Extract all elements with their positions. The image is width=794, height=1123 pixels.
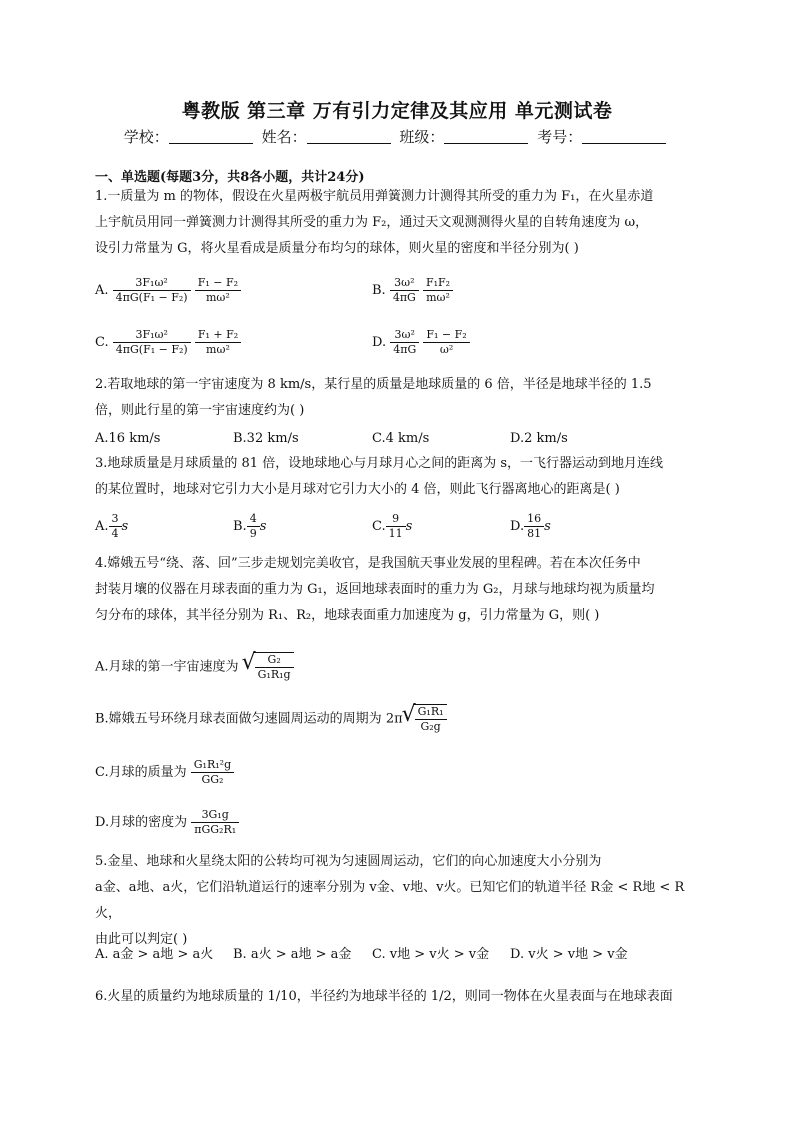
q2-option-c[interactable]: C.4 km/s <box>372 431 430 446</box>
exam-no-blank[interactable] <box>582 129 666 144</box>
q4-line-2: 封装月壤的仪器在月球表面的重力为 G₁，返回地球表面时的重力为 G₂，月球与地球均视为质量均 <box>95 582 655 597</box>
q1-option-a[interactable]: A. $\frac{\text{3F₁ω²}}{\text{4πG(F₁ − F₂)}}$ $\frac{\text{F₁ − F₂}}{\text{mω²}}$ <box>95 276 241 305</box>
q5-line-2: a金、a地、a火，它们沿轨道运行的速率分别为 v金、v地、v火。已知它们的轨道半径 R金 < R地 < R火， <box>95 880 685 921</box>
formula: $\frac{\text{F₁ + F₂}}{\text{mω²}}$ <box>195 328 241 357</box>
formula: $\frac{\text{3ω²}}{4\pi G}$ <box>390 328 419 357</box>
q1-line-1: 1.一质量为 m 的物体，假设在火星两极宇航员用弹簧测力计测得其所受的重力为 F₁，在火星赤道 <box>95 189 654 204</box>
q5-line-1: 5.金星、地球和火星绕太阳的公转均可视为匀速圆周运动，它们的向心加速度大小分别为 <box>95 854 602 869</box>
q1-option-c[interactable]: C. $\frac{\text{3F₁ω²}}{\text{4πG(F₁ − F₂)}}$ $\frac{\text{F₁ + F₂}}{\text{mω²}}$ <box>95 328 241 357</box>
q3-line-1: 3.地球质量是月球质量的 81 倍，设地球地心与月球月心之间的距离为 s，一飞行器运动到地月连线 <box>95 456 664 471</box>
q4-option-c[interactable]: C.月球的质量为 $\frac{\text{G₁R₁²g}}{\text{GG₂}}$ <box>95 758 234 787</box>
q5-option-b[interactable]: B. a火 > a地 > a金 <box>233 947 352 962</box>
question-5-text <box>95 849 705 953</box>
q3-option-d[interactable]: D. $\frac{16}{81}$ s <box>510 512 551 540</box>
name-label: 姓名： <box>261 128 307 146</box>
exam-no-label: 考号： <box>537 128 583 146</box>
q6-line-1: 6.火星的质量约为地球质量的 1/10，半径约为地球半径的 1/2，则同一物体在火星表面与在地球表面 <box>95 989 673 1004</box>
question-3-text <box>95 451 705 503</box>
q3-option-c[interactable]: C. $\frac{9}{11}$ s <box>372 512 413 540</box>
q4-option-b[interactable]: B.嫦娥五号环绕月球表面做匀速圆周运动的周期为 2π √ $\frac{\text{G₁R₁}}{\text{G₂g}}$ <box>95 704 447 734</box>
formula: $\frac{9}{11}$ <box>386 512 406 541</box>
formula: $\frac{\text{3ω²}}{4\pi G}$ <box>390 276 419 305</box>
q3-option-a[interactable]: A. $\frac{3}{4}$ s <box>95 512 129 540</box>
question-6-text <box>95 984 705 1010</box>
formula: $\frac{\text{G₁R₁²g}}{\text{GG₂}}$ <box>191 758 234 787</box>
sqrt-formula: √ $\frac{\text{G₂}}{\text{G₁R₁g}}$ <box>253 652 294 682</box>
formula: $\frac{3}{4}$ <box>109 512 122 541</box>
class-label: 班级： <box>399 128 445 146</box>
formula: $\frac{16}{81}$ <box>524 512 544 541</box>
school-label: 学校： <box>123 128 169 146</box>
formula: $\frac{\text{F₁F₂}}{\text{mω²}}$ <box>423 276 453 305</box>
name-blank[interactable] <box>307 129 391 144</box>
q4-option-d[interactable]: D.月球的密度为 $\frac{\text{3G₁g}}{\text{πGG₂R₁}}$ <box>95 808 239 837</box>
q4-line-3: 匀分布的球体，其半径分别为 R₁、R₂，地球表面重力加速度为 g，引力常量为 G，则( ) <box>95 608 600 623</box>
q5-option-a[interactable]: A. a金 > a地 > a火 <box>95 947 214 962</box>
q3-option-b[interactable]: B. $\frac{4}{9}$ s <box>233 512 267 540</box>
q2-option-a[interactable]: A.16 km/s <box>95 431 161 446</box>
q5-option-d[interactable]: D. v火 > v地 > v金 <box>510 947 628 962</box>
student-info-line <box>0 126 794 147</box>
sqrt-formula: √ $\frac{\text{G₁R₁}}{\text{G₂g}}$ <box>413 704 447 734</box>
formula: $\frac{\text{3F₁ω²}}{\text{4πG(F₁ − F₂)}}$ <box>113 276 191 305</box>
q2-option-b[interactable]: B.32 km/s <box>233 431 299 446</box>
q2-line-2: 倍，则此行星的第一宇宙速度约为( ) <box>95 403 305 418</box>
q2-line-1: 2.若取地球的第一宇宙速度为 8 km/s，某行星的质量是地球质量的 6 倍，半径是地球半径的 1.5 <box>95 377 652 392</box>
formula: $\frac{\text{3F₁ω²}}{\text{4πG(F₁ − F₂)}}$ <box>113 328 191 357</box>
formula: $\frac{\text{3G₁g}}{\text{πGG₂R₁}}$ <box>191 808 239 837</box>
formula: $\frac{\text{F₁ − F₂}}{\text{ω²}}$ <box>423 328 469 357</box>
q2-option-d[interactable]: D.2 km/s <box>510 431 568 446</box>
formula: $\frac{4}{9}$ <box>247 512 260 541</box>
q5-option-c[interactable]: C. v地 > v火 > v金 <box>372 947 490 962</box>
question-1-text <box>95 184 705 262</box>
page-title: 粤教版 第三章 万有引力定律及其应用 单元测试卷 <box>181 100 613 122</box>
question-4-text <box>95 551 705 629</box>
q1-option-d[interactable]: D. $\frac{\text{3ω²}}{4\pi G}$ $\frac{\text{F₁ − F₂}}{\text{ω²}}$ <box>372 328 470 357</box>
q1-line-2: 上宇航员用同一弹簧测力计测得其所受的重力为 F₂，通过天文观测测得火星的自转角速度为 ω， <box>95 215 649 230</box>
school-blank[interactable] <box>169 129 253 144</box>
q4-line-1: 4.嫦娥五号“绕、落、回”三步走规划完美收官，是我国航天事业发展的里程碑。若在本次任务中 <box>95 556 641 571</box>
q4-option-a[interactable]: A.月球的第一宇宙速度为 √ $\frac{\text{G₂}}{\text{G₁R₁g}}$ <box>95 652 294 682</box>
q1-line-3: 设引力常量为 G，将火星看成是质量分布均匀的球体，则火星的密度和半径分别为( ) <box>95 241 579 256</box>
formula: $\frac{\text{F₁ − F₂}}{\text{mω²}}$ <box>195 276 241 305</box>
q1-option-b[interactable]: B. $\frac{\text{3ω²}}{4\pi G}$ $\frac{\text{F₁F₂}}{\text{mω²}}$ <box>372 276 453 305</box>
question-2-text <box>95 372 705 424</box>
section-heading: 一、单选题(每题3分，共8各小题，共计24分) <box>95 170 365 185</box>
class-blank[interactable] <box>444 129 528 144</box>
q3-line-2: 的某位置时，地球对它引力大小是月球对它引力大小的 4 倍，则此飞行器离地心的距离是( ) <box>95 482 620 497</box>
q5-line-3: 由此可以判定( ) <box>95 932 188 947</box>
